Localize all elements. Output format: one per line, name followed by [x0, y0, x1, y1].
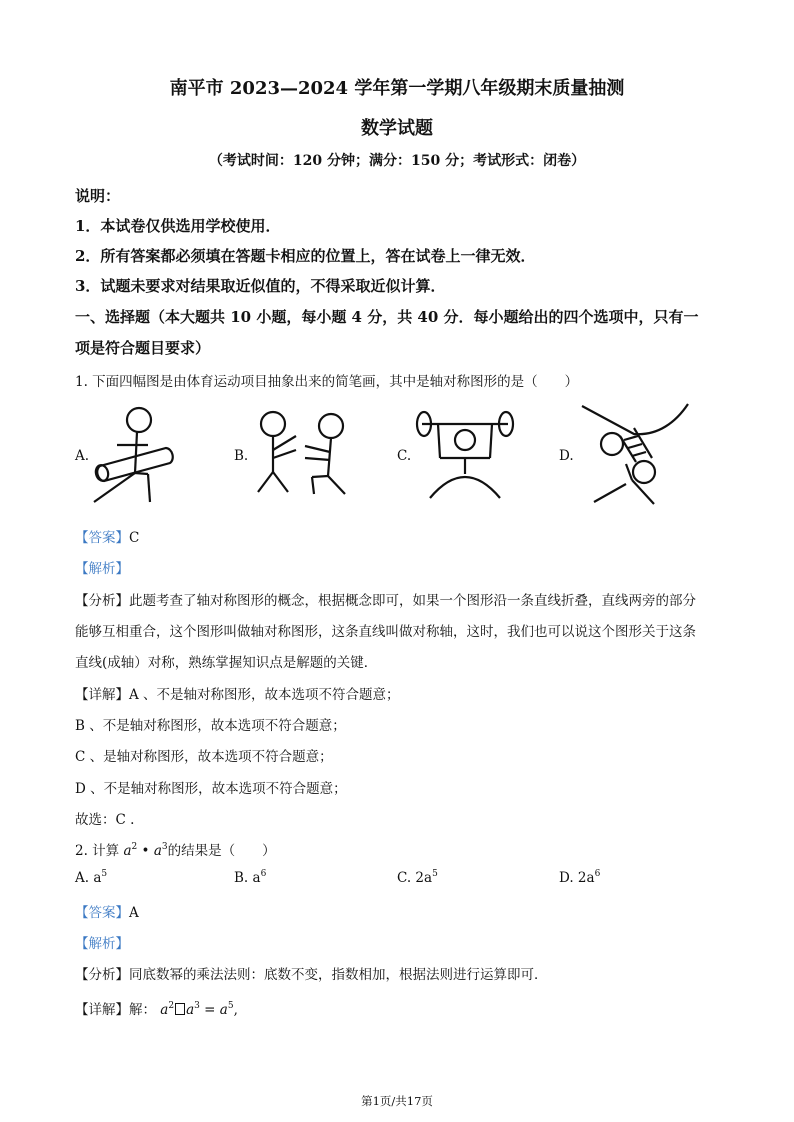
q1-stem: 1. 下面四幅图是由体育运动项目抽象出来的简笔画，其中是轴对称图形的是（ ）: [75, 374, 579, 390]
instruction-item: 3．试题未要求对结果取近似值的，不得采取近似计算．: [75, 277, 446, 295]
q1-figure-b: [250, 408, 350, 498]
placeholder-box-icon: [175, 1003, 185, 1015]
q2-stem: 2. 计算 $a^2$ • $a^3$的结果是（ ）: [75, 842, 276, 859]
q1-detail-line: B 、不是轴对称图形，故本选项不符合题意；: [75, 718, 346, 734]
option-exp: 6: [594, 869, 601, 879]
option-text: D. 2a: [559, 870, 595, 886]
q1-figure-c: [410, 406, 520, 501]
option-text: B. a: [234, 870, 261, 886]
section-heading-line1: 一、选择题（本大题共 10 小题，每小题 4 分，共 40 分．每小题给出的四个选项中，只有一: [75, 308, 699, 326]
q2-option-d: [559, 870, 600, 886]
option-text: C. 2a: [397, 870, 433, 886]
exam-subtitle: 数学试题: [361, 118, 433, 139]
instruction-item: 1．本试卷仅供选用学校使用．: [75, 217, 281, 235]
q2-option-c: [397, 870, 438, 886]
q1-detail-line: D 、不是轴对称图形，故本选项不符合题意；: [75, 781, 347, 797]
q2-analysis-tag: 【解析】: [75, 936, 129, 952]
q2-answer-value: A: [129, 905, 139, 921]
q1-figure-a: [90, 400, 190, 505]
q2-stem-prefix: 2. 计算: [75, 843, 124, 859]
q1-answer: [75, 526, 139, 546]
q2-option-b: [234, 870, 266, 886]
detail-text: A 、不是轴对称图形，故本选项不符合题意；: [129, 687, 400, 703]
q2-detail: 【详解】解： $a^2$ $a^3 = a^5$,: [75, 1001, 238, 1018]
q1-option-b-label: B.: [234, 448, 249, 464]
fenxi-tag: 【分析】: [75, 967, 129, 983]
instructions-heading: 说明：: [75, 187, 121, 205]
q2-answer: [75, 901, 139, 921]
detail-prefix: 解：: [129, 1002, 156, 1018]
fenxi-text: 此题考查了轴对称图形的概念，根据概念即可，如果一个图形沿一条直线折叠，直线两旁的部分: [129, 593, 696, 609]
detail-tag: 【详解】: [75, 687, 129, 703]
q1-detail-line: 故选：C .: [75, 812, 135, 828]
q1-fenxi-line: 直线(成轴）对称，熟练掌握知识点是解题的关键．: [75, 655, 378, 671]
page-footer: 第1页/共17页: [361, 1094, 433, 1108]
q1-answer-value: C: [129, 530, 140, 546]
q1-fenxi-line: [75, 589, 696, 609]
option-exp: 5: [101, 869, 108, 879]
fenxi-text: 同底数幂的乘法法则：底数不变，指数相加，根据法则进行运算即可．: [129, 967, 548, 983]
q1-option-d-label: D.: [559, 448, 574, 464]
q1-figure-d: [576, 400, 691, 510]
q1-detail-line: [75, 683, 400, 703]
answer-tag: 【答案】: [75, 905, 129, 921]
q2-stem-suffix: 的结果是（ ）: [167, 843, 276, 859]
instruction-item: 2．所有答案都必须填在答题卡相应的位置上，答在试卷上一律无效．: [75, 247, 536, 265]
exam-title: 南平市 2023—2024 学年第一学期八年级期末质量抽测: [169, 78, 625, 99]
answer-tag: 【答案】: [75, 530, 129, 546]
q1-option-c-label: C.: [397, 448, 412, 464]
detail-tag: 【详解】: [75, 1002, 129, 1018]
q2-option-a: [75, 870, 107, 886]
q1-analysis-tag: 【解析】: [75, 561, 129, 577]
option-exp: 5: [432, 869, 438, 879]
option-text: A. a: [75, 870, 102, 886]
q1-detail-line: C 、是轴对称图形，故本选项不符合题意；: [75, 749, 333, 765]
q1-option-a-label: A.: [75, 448, 90, 464]
option-exp: 6: [260, 869, 267, 879]
exam-info: （考试时间：120 分钟；满分：150 分；考试形式：闭卷）: [208, 153, 586, 169]
section-heading-line2: 项是符合题目要求）: [75, 339, 211, 357]
q2-fenxi: [75, 963, 548, 983]
fenxi-tag: 【分析】: [75, 593, 129, 609]
q1-fenxi-line: 能够互相重合，这个图形叫做轴对称图形，这条直线叫做对称轴，这时，我们也可以说这个图形关于这条: [75, 624, 696, 640]
